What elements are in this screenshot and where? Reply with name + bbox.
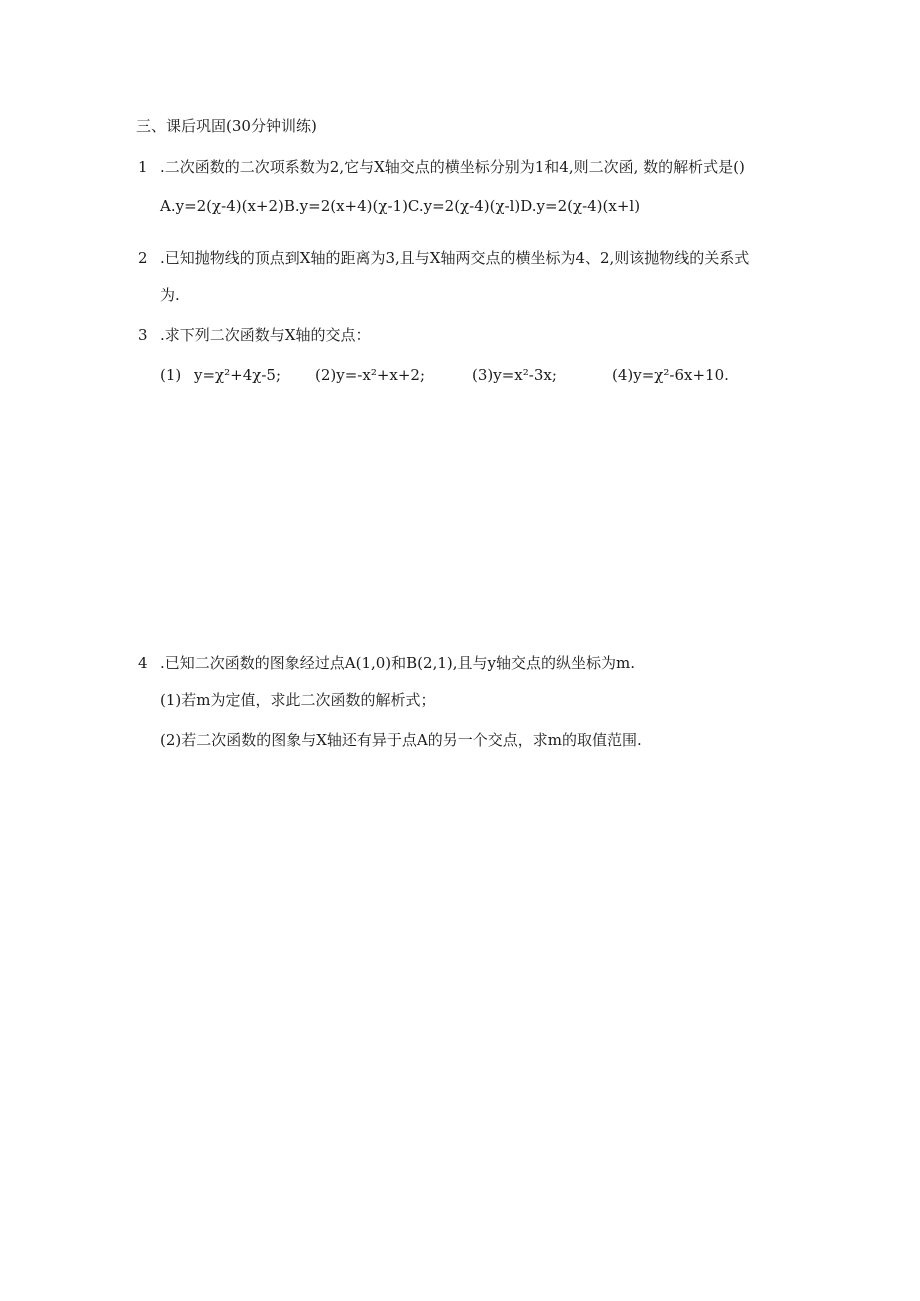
function-expression: y=χ²+4χ-5; bbox=[194, 366, 282, 384]
question-text: .已知二次函数的图象经过点A(1,0)和B(2,1),且与y轴交点的纵坐标为m. bbox=[160, 654, 635, 672]
question-number: 3 bbox=[138, 326, 148, 344]
section-title: 三、课后巩固(30分钟训练) bbox=[136, 117, 317, 135]
question-number: 1 bbox=[138, 158, 148, 176]
item-label: (1) bbox=[160, 366, 182, 384]
question-text: .二次函数的二次项系数为2,它与X轴交点的横坐标分别为1和4,则二次函, 数的解析式是() bbox=[160, 158, 745, 176]
question-text: .已知抛物线的顶点到X轴的距离为3,且与X轴两交点的横坐标为4、2,则该抛物线的关系式 bbox=[160, 249, 750, 267]
function-expression: (4)y=χ²-6x+10. bbox=[612, 366, 729, 384]
function-expression: (2)y=-x²+x+2; bbox=[315, 366, 426, 384]
sub-question-1: (1)若m为定值，求此二次函数的解析式； bbox=[160, 691, 436, 709]
question-number: 2 bbox=[138, 249, 148, 267]
question-options: A.y=2(χ-4)(x+2)B.y=2(x+4)(χ-1)C.y=2(χ-4)(χ-l)D.y=2(χ-4)(x+l) bbox=[160, 197, 641, 215]
question-number: 4 bbox=[138, 654, 148, 672]
function-expression: (3)y=x²-3x; bbox=[472, 366, 557, 384]
question-text-continued: 为. bbox=[160, 286, 180, 304]
question-text: .求下列二次函数与X轴的交点： bbox=[160, 326, 371, 344]
sub-question-2: (2)若二次函数的图象与X轴还有异于点A的另一个交点，求m的取值范围. bbox=[160, 731, 642, 749]
